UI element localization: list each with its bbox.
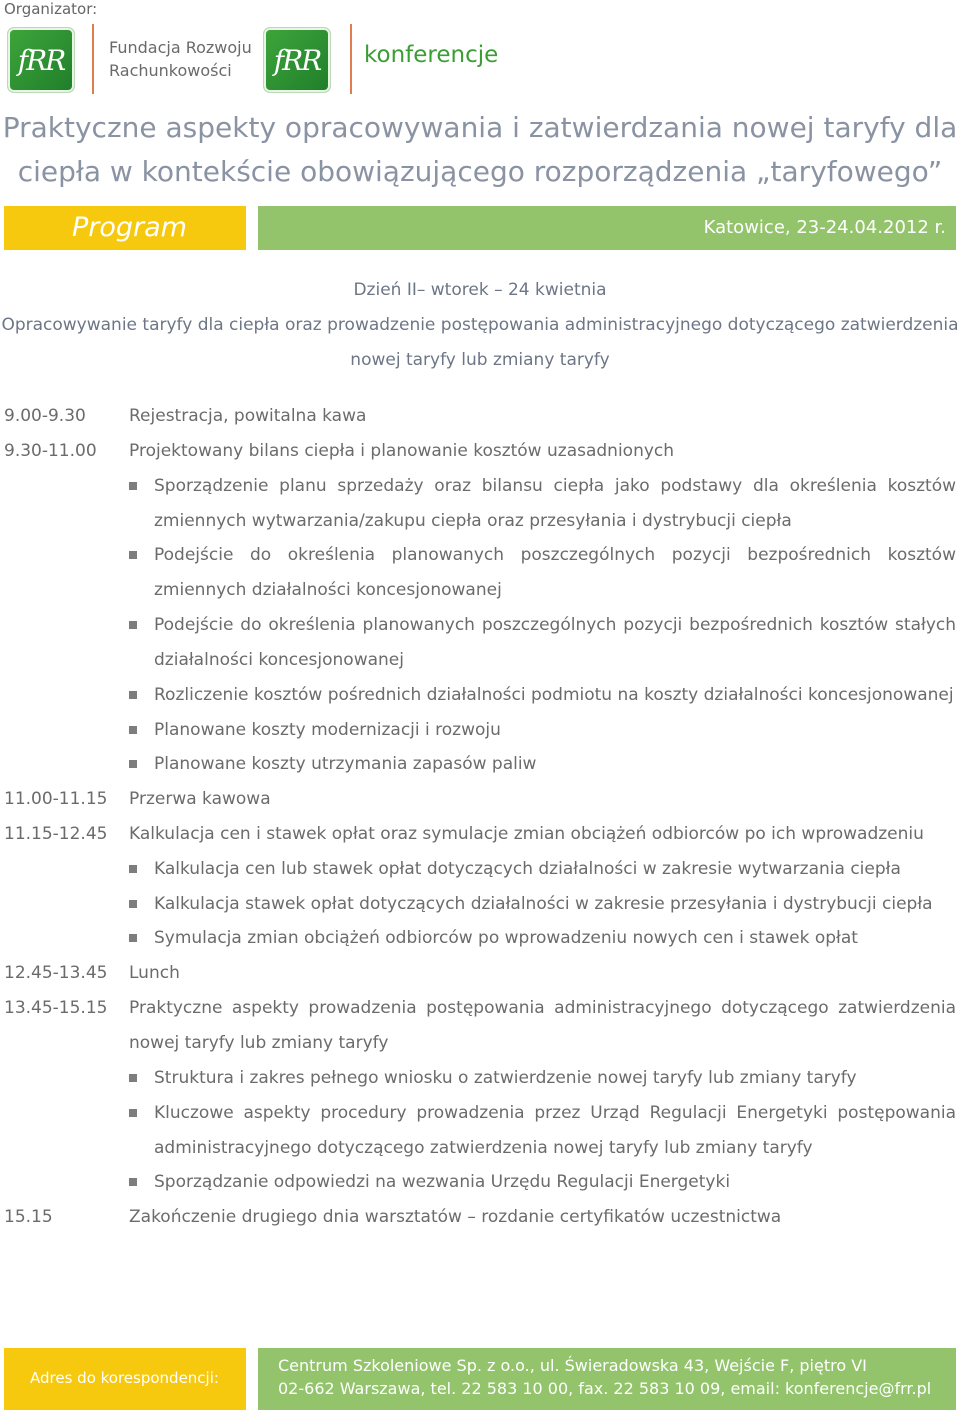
schedule-time: 12.45-13.45: [4, 963, 108, 983]
bullet-marker: [129, 934, 137, 942]
bullet-marker: [129, 865, 137, 873]
organizer-label: Organizator:: [4, 0, 98, 18]
bullet-text: działalności koncesjonowanej: [154, 650, 404, 670]
logo-divider: [92, 24, 94, 94]
bullet-text: Symulacja zmian obciążeń odbiorców po wprowadzeniu nowych cen i stawek opłat: [154, 928, 858, 948]
bullet-text: Planowane koszty utrzymania zapasów paliw: [154, 754, 537, 774]
bullet-marker: [129, 551, 137, 559]
address-label: Adres do korespondencji:: [30, 1369, 219, 1387]
frr-name-line1: Fundacja Rozwoju: [109, 38, 252, 57]
schedule-topic: Rejestracja, powitalna kawa: [129, 406, 367, 426]
schedule-topic: Zakończenie drugiego dnia warsztatów – rozdanie certyfikatów uczestnictwa: [129, 1207, 782, 1227]
bullet-marker: [129, 1109, 137, 1117]
schedule-topic: Lunch: [129, 963, 180, 983]
location-date: Katowice, 23-24.04.2012 r.: [703, 217, 946, 238]
address-line2: 02-662 Warszawa, tel. 22 583 10 00, fax. 22 583 10 09, email: konferencje@frr.pl: [278, 1379, 932, 1398]
schedule-time: 9.30-11.00: [4, 441, 97, 461]
location-band: [258, 206, 956, 250]
schedule-time: 15.15: [4, 1207, 53, 1227]
bullet-text: Rozliczenie kosztów pośrednich działalności podmiotu na koszty działalności koncesjonowanej: [154, 685, 954, 705]
bullet-marker: [129, 1074, 137, 1082]
page-title-line1: Praktyczne aspekty opracowywania i zatwierdzania nowej taryfy dla: [2, 111, 958, 144]
schedule-topic: Praktyczne aspekty prowadzenia postępowania administracyjnego dotyczącego zatwierdzenia: [129, 998, 956, 1018]
bullet-text: Sporządzanie odpowiedzi na wezwania Urzędu Regulacji Energetyki: [154, 1172, 731, 1192]
schedule-time: 9.00-9.30: [4, 406, 86, 426]
frr-name: [109, 36, 252, 82]
bullet-text: zmiennych wytwarzania/zakupu ciepła oraz przesyłania i dystrybucji ciepła: [154, 511, 792, 531]
conference-logo: [264, 28, 330, 92]
bullet-text: Kalkulacja cen lub stawek opłat dotyczących działalności w zakresie wytwarzania ciepła: [154, 859, 901, 879]
bullet-text: administracyjnego dotyczącego zatwierdzenia nowej taryfy lub zmiany taryfy: [154, 1138, 813, 1158]
frr-logo-text: fRR: [17, 43, 65, 77]
bullet-marker: [129, 691, 137, 699]
day-subtitle-line2: nowej taryfy lub zmiany taryfy: [350, 350, 610, 370]
bullet-marker: [129, 726, 137, 734]
schedule-time: 11.15-12.45: [4, 824, 108, 844]
bullet-text: Kluczowe aspekty procedury prowadzenia przez Urząd Regulacji Energetyki postępowania: [154, 1103, 956, 1123]
day-subtitle-line1: Opracowywanie taryfy dla ciepła oraz prowadzenie postępowania administracyjnego dotyczącego zatwierdzenia: [1, 315, 959, 335]
schedule-time: 11.00-11.15: [4, 789, 108, 809]
bullet-marker: [129, 482, 137, 490]
conference-logo-text: fRR: [273, 43, 321, 77]
bullet-text: Planowane koszty modernizacji i rozwoju: [154, 720, 501, 740]
bullet-text: Podejście do określenia planowanych poszczególnych pozycji bezpośrednich kosztów stałych: [154, 615, 956, 635]
program-band: [4, 206, 246, 250]
schedule-topic: Kalkulacja cen i stawek opłat oraz symulacje zmian obciążeń odbiorców po ich wprowadzeniu: [129, 824, 924, 844]
footer-address-band: [258, 1348, 956, 1410]
frr-logo: [8, 28, 74, 92]
bullet-text: zmiennych działalności koncesjonowanej: [154, 580, 502, 600]
bullet-marker: [129, 1178, 137, 1186]
page-title-line2: ciepła w kontekście obowiązującego rozporządzenia „taryfowego”: [17, 155, 943, 188]
program-label: Program: [72, 212, 187, 243]
day-heading: Dzień II– wtorek – 24 kwietnia: [353, 280, 607, 300]
footer-label-band: [4, 1348, 246, 1410]
schedule-topic: Przerwa kawowa: [129, 789, 271, 809]
conference-label: konferencje: [364, 42, 499, 68]
conference-logo-divider: [350, 24, 352, 94]
schedule-topic-line2: nowej taryfy lub zmiany taryfy: [129, 1033, 389, 1053]
address-line1: Centrum Szkoleniowe Sp. z o.o., ul. Świeradowska 43, Wejście F, piętro VI: [278, 1356, 867, 1375]
bullet-text: Podejście do określenia planowanych poszczególnych pozycji bezpośrednich kosztów: [154, 545, 956, 565]
bullet-marker: [129, 900, 137, 908]
bullet-text: Struktura i zakres pełnego wniosku o zatwierdzenie nowej taryfy lub zmiany taryfy: [154, 1068, 857, 1088]
schedule-time: 13.45-15.15: [4, 998, 108, 1018]
frr-name-line2: Rachunkowości: [109, 61, 232, 80]
schedule-topic: Projektowany bilans ciepła i planowanie kosztów uzasadnionych: [129, 441, 675, 461]
bullet-marker: [129, 760, 137, 768]
bullet-text: Kalkulacja stawek opłat dotyczących działalności w zakresie przesyłania i dystrybucji ciepła: [154, 894, 933, 914]
bullet-text: Sporządzenie planu sprzedaży oraz bilansu ciepła jako podstawy dla określenia kosztów: [154, 476, 956, 496]
bullet-marker: [129, 621, 137, 629]
